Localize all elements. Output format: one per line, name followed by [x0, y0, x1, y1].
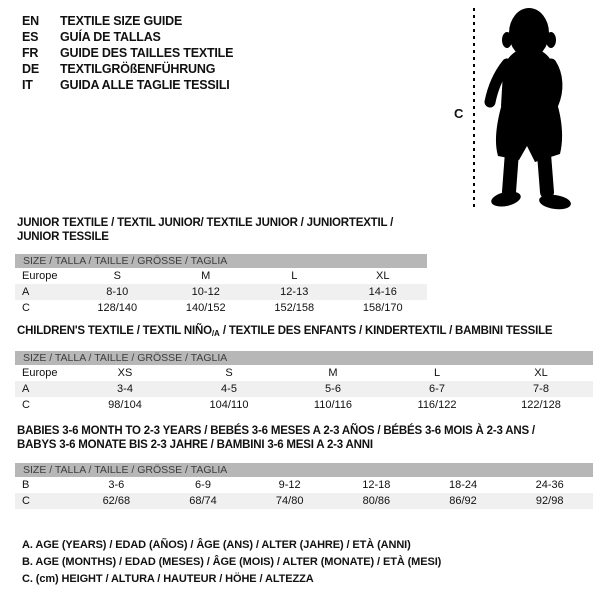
size-cell: 3-6: [108, 479, 125, 491]
size-cell: 110/116: [313, 399, 353, 411]
language-code: EN: [22, 14, 39, 28]
row-label: Europe: [22, 270, 58, 282]
size-cell: 152/158: [274, 302, 315, 314]
language-row-fr: [22, 45, 233, 61]
height-measure-dashed-line: [473, 8, 475, 208]
size-cell: M: [328, 367, 338, 379]
size-cell: 8-10: [106, 286, 129, 298]
size-cell: 116/122: [417, 399, 457, 411]
size-cell: 3-4: [117, 383, 133, 395]
language-code: ES: [22, 30, 39, 44]
size-cell: 98/104: [108, 399, 142, 411]
size-cell: 12-13: [280, 286, 309, 298]
children-row-c: [15, 397, 593, 413]
size-cell: M: [201, 270, 211, 282]
babies-row-c: [15, 493, 593, 509]
children-section: [15, 324, 593, 413]
language-code: IT: [22, 78, 33, 92]
language-row-it: [22, 77, 233, 93]
junior-row-europe: [15, 268, 427, 284]
toddler-silhouette-icon: [481, 2, 596, 212]
junior-row-a: [15, 284, 427, 300]
size-cell: S: [113, 270, 121, 282]
size-cell: 74/80: [275, 495, 304, 507]
size-cell: 80/86: [362, 495, 391, 507]
size-cell: L: [291, 270, 298, 282]
row-label: C: [22, 495, 30, 507]
size-cell: S: [225, 367, 233, 379]
babies-section: [15, 424, 593, 509]
children-row-europe: [15, 365, 593, 381]
language-row-es: [22, 29, 233, 45]
babies-title-line1: BABIES 3-6 MONTH TO 2-3 YEARS / BEBÉS 3-6 MESES A 2-3 AÑOS / BÉBÉS 3-6 MOIS À 2-3 ANS /: [17, 425, 535, 437]
language-code: DE: [22, 62, 39, 76]
row-label: A: [22, 383, 30, 395]
size-cell: 62/68: [102, 495, 131, 507]
size-cell: 86/92: [449, 495, 477, 507]
junior-row-c: [15, 300, 427, 316]
language-code: FR: [22, 46, 39, 60]
legend-line-b: B. AGE (MONTHS) / EDAD (MESES) / ÂGE (MOIS) / ALTER (MONATE) / ETÀ (MESI): [22, 556, 442, 568]
babies-size-header-band: SIZE / TALLA / TAILLE / GRÖSSE / TAGLIA: [15, 463, 593, 477]
legend-line-a: A. AGE (YEARS) / EDAD (AÑOS) / ÂGE (ANS) / ALTER (JAHRE) / ETÀ (ANNI): [22, 539, 411, 551]
size-cell: XL: [534, 367, 548, 379]
children-title-subscript: /A: [211, 329, 220, 338]
junior-section: [15, 216, 427, 316]
size-cell: 6-7: [429, 383, 445, 395]
size-cell: 18-24: [448, 479, 478, 491]
size-cell: 6-9: [195, 479, 211, 491]
height-measure-label: C: [454, 106, 464, 121]
junior-title: JUNIOR TEXTILE / TEXTIL JUNIOR/ TEXTILE JUNIOR / JUNIORTEXTIL / JUNIOR TESSILE: [17, 217, 394, 243]
size-cell: 24-36: [535, 479, 564, 491]
size-cell: 5-6: [325, 383, 341, 395]
size-cell: XS: [117, 367, 133, 379]
size-cell: 14-16: [368, 286, 397, 298]
junior-size-header-band: SIZE / TALLA / TAILLE / GRÖSSE / TAGLIA: [15, 254, 427, 268]
children-title-pre: CHILDREN'S TEXTILE / TEXTIL NIÑO: [17, 325, 212, 337]
size-cell: 12-18: [362, 479, 391, 491]
children-row-a: [15, 381, 593, 397]
size-cell: 4-5: [221, 383, 237, 395]
children-size-header-band: SIZE / TALLA / TAILLE / GRÖSSE / TAGLIA: [15, 351, 593, 365]
size-cell: 122/128: [521, 399, 561, 411]
row-label: Europe: [22, 367, 58, 379]
size-cell: L: [433, 367, 441, 379]
size-cell: XL: [376, 270, 390, 282]
language-label: GUÍA DE TALLAS: [60, 30, 161, 44]
language-row-de: [22, 61, 233, 77]
row-label: C: [22, 302, 30, 314]
size-cell: 104/110: [209, 399, 249, 411]
babies-title-line2: BABYS 3-6 MONATE BIS 2-3 JAHRE / BAMBINI 3-6 MESI A 2-3 ANNI: [17, 439, 373, 451]
language-label: GUIDE DES TAILLES TEXTILE: [60, 46, 234, 60]
language-label: TEXTILGRÖßENFÜHRUNG: [60, 62, 216, 76]
size-cell: 158/170: [362, 302, 403, 314]
language-title-list: [22, 13, 233, 93]
size-cell: 68/74: [189, 495, 217, 507]
children-title: [17, 324, 593, 341]
babies-row-b: [15, 477, 593, 493]
children-title-post: / TEXTILE DES ENFANTS / KINDERTEXTIL / BAMBINI TESSILE: [219, 325, 553, 337]
legend-line-c: C. (cm) HEIGHT / ALTURA / HAUTEUR / HÖHE / ALTEZZA: [22, 573, 314, 585]
measurement-legend: [22, 537, 441, 588]
row-label: B: [22, 479, 30, 491]
language-label: GUIDA ALLE TAGLIE TESSILI: [60, 78, 230, 92]
size-cell: 92/98: [535, 495, 564, 507]
row-label: C: [22, 399, 30, 411]
row-label: A: [22, 286, 30, 298]
size-cell: 140/152: [185, 302, 226, 314]
language-label: TEXTILE SIZE GUIDE: [60, 14, 183, 28]
language-row-en: [22, 13, 233, 29]
size-cell: 9-12: [278, 479, 301, 491]
size-cell: 128/140: [97, 302, 138, 314]
size-cell: 7-8: [533, 383, 549, 395]
size-cell: 10-12: [191, 286, 220, 298]
